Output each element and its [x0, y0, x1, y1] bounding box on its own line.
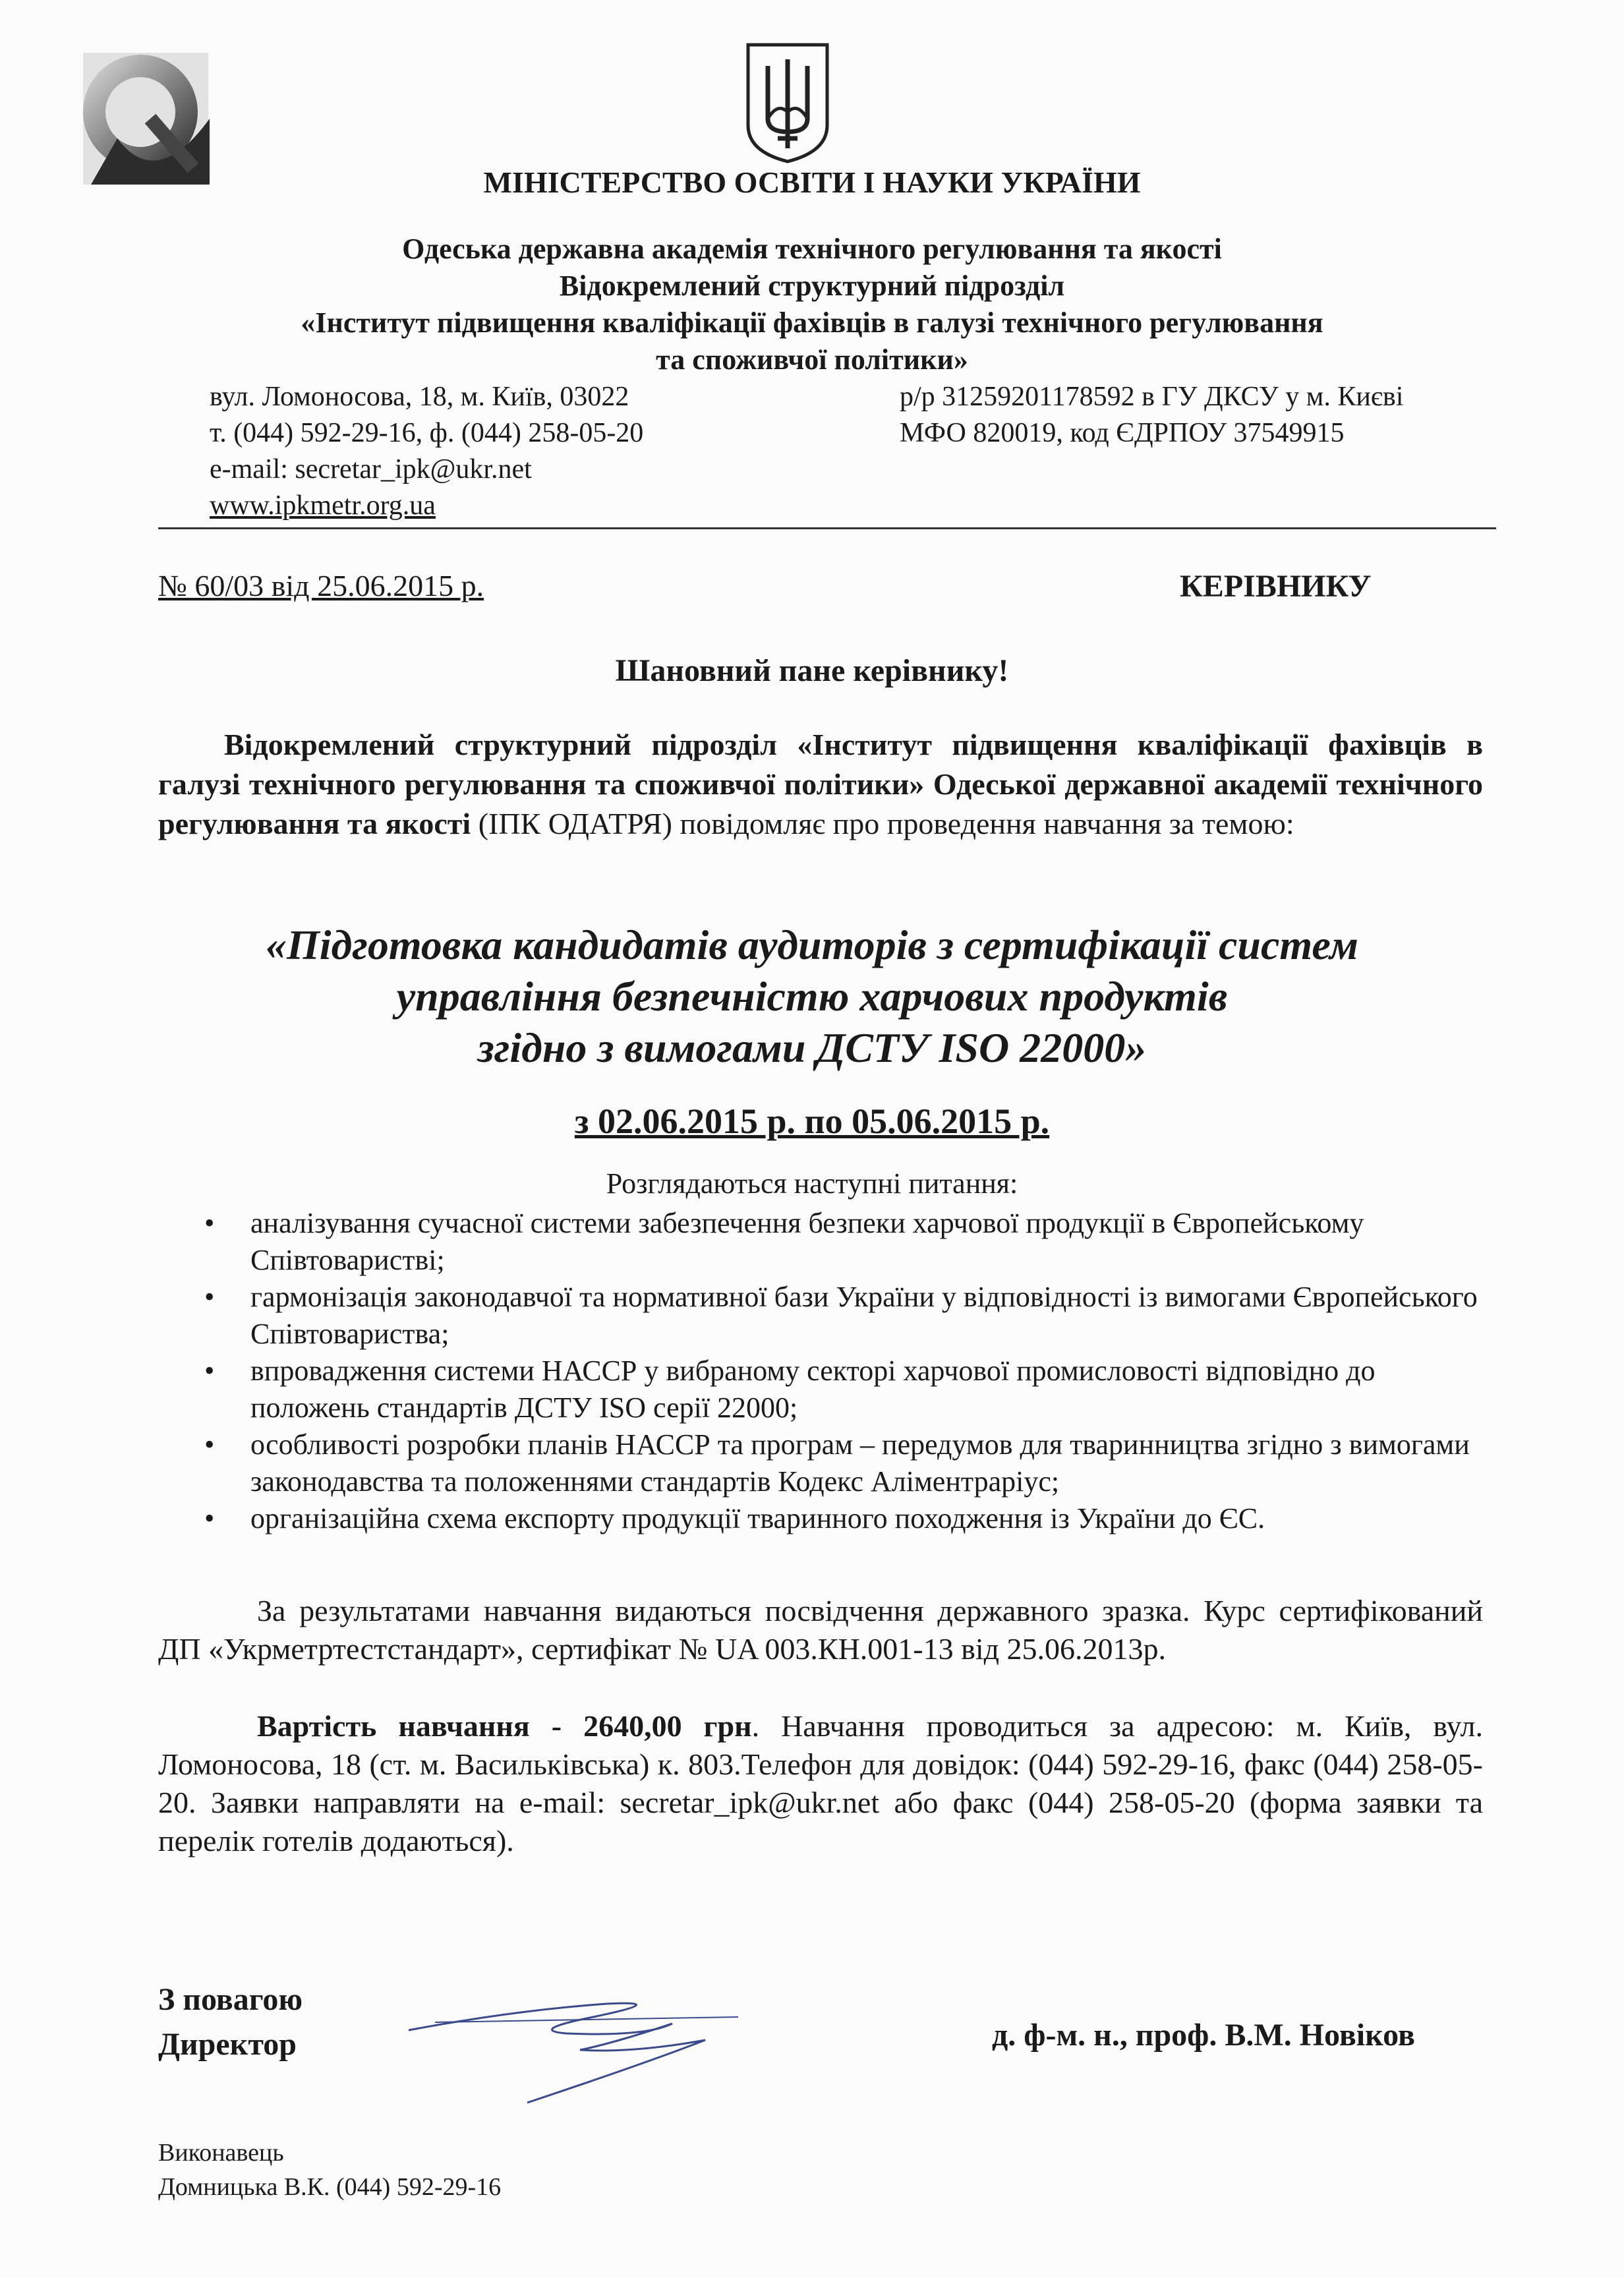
cost-paragraph	[158, 1707, 1483, 1860]
academy-line: та споживчої політики»	[656, 343, 968, 376]
cost-plain: . Навчання проводиться за адресою: м. Київ, вул. Ломоносова, 18 (ст. м. Васильківська) к. 803.Телефон для довідок: (044) 592-29-16, факс (044) 258-05-20. Заявки направляти на e-mail: secretar_ipk@ukr.net або факс (044) 258-05-20 (форма заявки та перелік готелів додаються).	[158, 1709, 1483, 1857]
list-item: • організаційна схема експорту продукції тваринного походження із України до ЄС.	[204, 1500, 1496, 1537]
list-item: • гармонізація законодавчої та нормативної бази України у відповідності із вимогами Європейського Співтовариства;	[204, 1279, 1496, 1353]
letter-reference: № 60/03 від 25.06.2015 р.	[158, 569, 484, 602]
closing: З повагою	[158, 1982, 303, 2017]
phone-fax: т. (044) 592-29-16, ф. (044) 258-05-20	[210, 418, 644, 448]
ministry-title: МІНІСТЕРСТВО ОСВІТИ І НАУКИ УКРАЇНИ	[483, 165, 1141, 199]
topic-line: управління безпечністю харчових продуктів	[396, 973, 1228, 1020]
signer-name: д. ф-м. н., проф. В.М. Новіков	[992, 2018, 1415, 2053]
executor-contact: Домницька В.К. (044) 592-29-16	[158, 2173, 502, 2201]
header-divider	[158, 527, 1496, 529]
issues-heading: Розглядаються наступні питання:	[606, 1167, 1018, 1200]
academy-line: «Інститут підвищення кваліфікації фахівців в галузі технічного регулювання	[301, 307, 1323, 339]
closing-block	[158, 1977, 303, 2067]
list-item: • впровадження системи НАССР у вибраному секторі харчової промисловості відповідно до положень стандартів ДСТУ ISO серії 22000;	[204, 1353, 1496, 1426]
topic-line: згідно з вимогами ДСТУ ISO 22000»	[477, 1024, 1147, 1071]
trident-emblem-icon	[741, 40, 834, 165]
academy-line: Відокремлений структурний підрозділ	[559, 270, 1065, 302]
executor-label: Виконавець	[158, 2139, 284, 2167]
course-topic	[0, 920, 1624, 1074]
website-link[interactable]: www.ipkmetr.org.ua	[210, 490, 436, 521]
greeting: Шановний пане керівнику!	[615, 653, 1009, 688]
recipient: КЕРІВНИКУ	[1180, 569, 1372, 604]
intro-plain: (ІПК ОДАТРЯ) повідомляє про проведення навчання за темою:	[471, 807, 1294, 840]
contacts-left	[210, 379, 643, 524]
list-item: • особливості розробки планів НАССР та програм – передумов для тваринництва згідно з вимогами законодавства та положеннями стандартів Кодекс Аліментраріус;	[204, 1426, 1496, 1500]
contacts-right	[900, 379, 1403, 452]
intro-paragraph	[158, 725, 1483, 844]
results-paragraph: За результатами навчання видаються посвідчення державного зразка. Курс сертифікований ДП «Укрметртестстандарт», сертифікат № UA 003.КН.001-13 від 25.06.2013р.	[158, 1594, 1483, 1666]
list-item: • аналізування сучасної системи забезпечення безпеки харчової продукції в Європейському Співтоваристві;	[204, 1205, 1496, 1279]
intro-bold: Відокремлений структурний підрозділ «Інститут підвищення кваліфікації фахівців в галузі технічного регулювання та споживчої політики» Одеської державної академії технічного регулювання та якості	[158, 728, 1483, 840]
course-dates: з 02.06.2015 р. по 05.06.2015 р.	[574, 1101, 1050, 1141]
signature-icon	[395, 1971, 765, 2109]
academy-line: Одеська державна академія технічного регулювання та якості	[402, 233, 1222, 265]
topic-line: «Підготовка кандидатів аудиторів з сертифікації систем	[265, 921, 1359, 968]
cost-bold: Вартість навчання - 2640,00 грн	[257, 1709, 752, 1743]
bank-account: р/р 31259201178592 в ГУ ДКСУ у м. Києві	[900, 382, 1404, 412]
address: вул. Ломоносова, 18, м. Київ, 03022	[210, 382, 629, 412]
executor-block	[158, 2136, 501, 2204]
academy-name	[0, 231, 1624, 378]
position: Директор	[158, 2027, 297, 2062]
bank-codes: МФО 820019, код ЄДРПОУ 37549915	[900, 418, 1345, 448]
issues-list	[204, 1205, 1496, 1537]
email: e-mail: secretar_ipk@ukr.net	[210, 454, 532, 484]
